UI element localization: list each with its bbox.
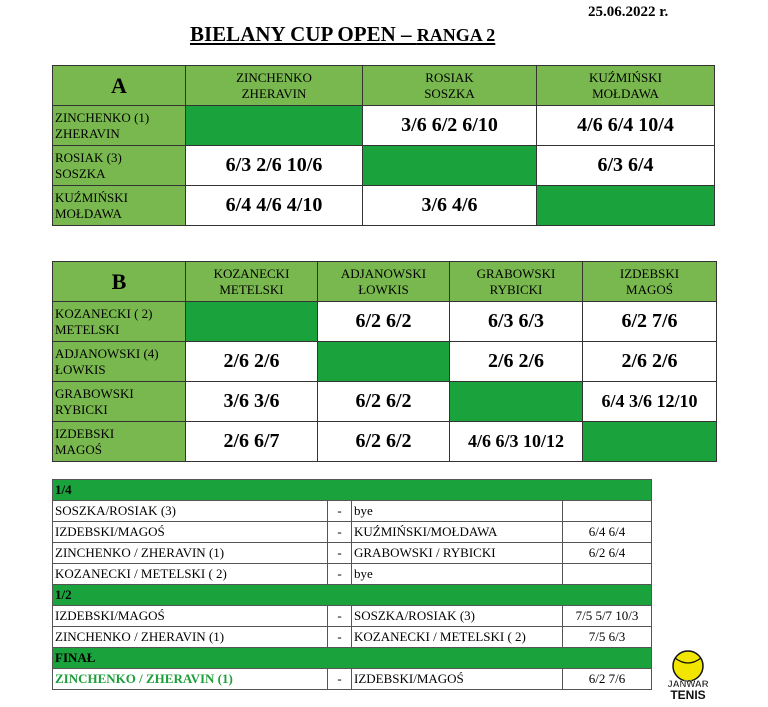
group-a-table	[52, 65, 715, 226]
player-2: SOSZKA/ROSIAK (3)	[352, 606, 563, 627]
match-score	[563, 501, 652, 522]
player-1: SOSZKA/ROSIAK (3)	[53, 501, 328, 522]
result-cell: 6/4 3/6 12/10	[583, 382, 717, 422]
title-main: BIELANY CUP OPEN –	[190, 22, 417, 46]
result-cell: 3/6 4/6	[363, 186, 537, 226]
row-name-2: ŁOWKIS	[55, 361, 106, 377]
result-cell: 2/6 2/6	[583, 342, 717, 382]
row-name-1: ADJANOWSKI (4)	[55, 345, 159, 361]
player-1: IZDEBSKI/MAGOŚ	[53, 606, 328, 627]
match-row	[53, 606, 652, 627]
page-title	[190, 22, 590, 47]
janwar-tenis-logo	[661, 648, 715, 702]
player-2: IZDEBSKI/MAGOŚ	[352, 669, 563, 690]
result-cell: 3/6 6/2 6/10	[363, 106, 537, 146]
result-cell: 6/4 4/6 4/10	[186, 186, 363, 226]
col-name-2: MAGOŚ	[626, 281, 673, 297]
final-header: FINAŁ	[53, 648, 652, 669]
result-cell: 6/3 6/3	[450, 302, 583, 342]
match-score: 6/4 6/4	[563, 522, 652, 543]
date-label: 25.06.2022 r.	[588, 4, 669, 20]
group-b-row-header	[53, 422, 186, 462]
result-cell: 2/6 2/6	[186, 342, 318, 382]
group-a-col-header	[537, 66, 715, 106]
logo-text-bottom: TENIS	[670, 688, 706, 702]
result-cell: 2/6 2/6	[450, 342, 583, 382]
separator: -	[328, 606, 352, 627]
col-name-1: ADJANOWSKI	[340, 265, 427, 281]
player-2: KOZANECKI / METELSKI ( 2)	[352, 627, 563, 648]
result-cell: 6/2 6/2	[318, 302, 450, 342]
col-name-2: ZHERAVIN	[241, 85, 307, 101]
match-score: 6/2 7/6	[563, 669, 652, 690]
result-cell: 6/2 6/2	[318, 422, 450, 462]
col-name-2: RYBICKI	[489, 281, 543, 297]
col-name-2: MOŁDAWA	[592, 85, 659, 101]
result-cell: 4/6 6/3 10/12	[450, 422, 583, 462]
group-a-col-header	[186, 66, 363, 106]
col-name-1: KUŹMIŃSKI	[589, 69, 662, 85]
result-cell: 4/6 6/4 10/4	[537, 106, 715, 146]
row-name-1: ROSIAK (3)	[55, 149, 122, 165]
player-1: KOZANECKI / METELSKI ( 2)	[53, 564, 328, 585]
col-name-1: ROSIAK	[425, 69, 474, 85]
logo-text-top: JANWAR	[667, 679, 709, 690]
group-b-col-header	[450, 262, 583, 302]
separator: -	[328, 627, 352, 648]
match-score: 7/5 6/3	[563, 627, 652, 648]
diagonal-cell	[318, 342, 450, 382]
player-1: IZDEBSKI/MAGOŚ	[53, 522, 328, 543]
group-b-col-header	[186, 262, 318, 302]
result-cell: 2/6 6/7	[186, 422, 318, 462]
group-a-row-header	[53, 106, 186, 146]
match-row	[53, 522, 652, 543]
row-name-2: MAGOŚ	[55, 441, 102, 457]
group-b-col-header	[583, 262, 717, 302]
semifinal-header: 1/2	[53, 585, 652, 606]
diagonal-cell	[583, 422, 717, 462]
diagonal-cell	[186, 302, 318, 342]
col-name-2: ŁOWKIS	[358, 281, 409, 297]
result-cell: 6/3 2/6 10/6	[186, 146, 363, 186]
col-name-1: GRABOWSKI	[476, 265, 556, 281]
row-name-1: ZINCHENKO (1)	[55, 109, 150, 125]
match-score	[563, 564, 652, 585]
group-a-row-header	[53, 146, 186, 186]
quarterfinal-header: 1/4	[53, 480, 652, 501]
diagonal-cell	[363, 146, 537, 186]
match-score: 6/2 6/4	[563, 543, 652, 564]
result-cell: 6/2 7/6	[583, 302, 717, 342]
col-name-2: METELSKI	[219, 281, 284, 297]
group-a-col-header	[363, 66, 537, 106]
player-2: bye	[352, 501, 563, 522]
result-cell: 6/2 6/2	[318, 382, 450, 422]
knockout-table	[52, 479, 652, 690]
separator: -	[328, 564, 352, 585]
player-2: GRABOWSKI / RYBICKI	[352, 543, 563, 564]
group-b-table	[52, 261, 717, 462]
group-a-row-header	[53, 186, 186, 226]
row-name-2: MOŁDAWA	[55, 205, 122, 221]
group-b-col-header	[318, 262, 450, 302]
row-name-1: GRABOWSKI	[55, 385, 134, 401]
group-a-label: A	[53, 66, 186, 106]
match-row	[53, 501, 652, 522]
group-b-row-header	[53, 342, 186, 382]
group-b-label: B	[53, 262, 186, 302]
row-name-1: KOZANECKI ( 2)	[55, 305, 153, 321]
row-name-2: METELSKI	[55, 321, 120, 337]
match-row	[53, 543, 652, 564]
separator: -	[328, 522, 352, 543]
separator: -	[328, 543, 352, 564]
row-name-1: IZDEBSKI	[55, 425, 115, 441]
title-ranga: RANGA 2	[416, 25, 496, 45]
separator: -	[328, 669, 352, 690]
player-1: ZINCHENKO / ZHERAVIN (1)	[53, 543, 328, 564]
row-name-2: ZHERAVIN	[55, 125, 120, 141]
separator: -	[328, 501, 352, 522]
tennis-ball-icon	[673, 651, 703, 681]
group-b-row-header	[53, 302, 186, 342]
diagonal-cell	[450, 382, 583, 422]
row-name-2: SOSZKA	[55, 165, 106, 181]
row-name-1: KUŹMIŃSKI	[55, 189, 128, 205]
col-name-2: SOSZKA	[424, 85, 475, 101]
col-name-1: KOZANECKI	[213, 265, 290, 281]
player-1: ZINCHENKO / ZHERAVIN (1)	[53, 627, 328, 648]
match-row	[53, 627, 652, 648]
diagonal-cell	[186, 106, 363, 146]
final-winner: ZINCHENKO / ZHERAVIN (1)	[53, 669, 328, 690]
result-cell: 6/3 6/4	[537, 146, 715, 186]
col-name-1: ZINCHENKO	[236, 69, 312, 85]
result-cell: 3/6 3/6	[186, 382, 318, 422]
col-name-1: IZDEBSKI	[619, 265, 680, 281]
player-2: KUŹMIŃSKI/MOŁDAWA	[352, 522, 563, 543]
diagonal-cell	[537, 186, 715, 226]
player-2: bye	[352, 564, 563, 585]
match-row	[53, 669, 652, 690]
match-score: 7/5 5/7 10/3	[563, 606, 652, 627]
row-name-2: RYBICKI	[55, 401, 108, 417]
match-row	[53, 564, 652, 585]
group-b-row-header	[53, 382, 186, 422]
